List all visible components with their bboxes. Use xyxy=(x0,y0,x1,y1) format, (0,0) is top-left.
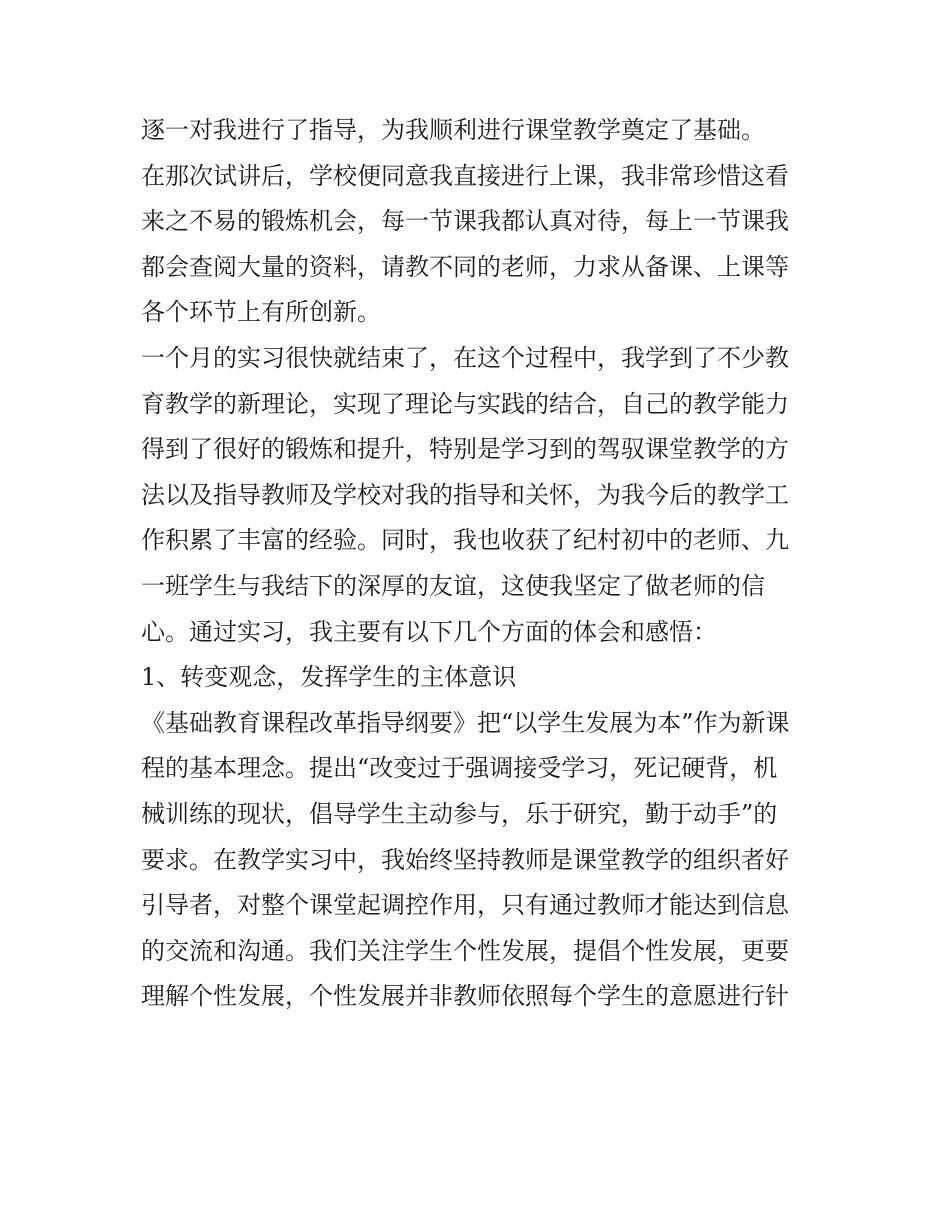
text-line: 心。通过实习，我主要有以下几个方面的体会和感悟： xyxy=(141,617,717,646)
text-line: 一个月的实习很快就结束了，在这个过程中，我学到了不少教 xyxy=(141,343,789,372)
text-line: 的交流和沟通。我们关注学生个性发展，提倡个性发展，更要 xyxy=(141,936,789,965)
text-line: 《基础教育课程改革指导纲要》把“以学生发展为本”作为新课 xyxy=(141,708,790,737)
section-heading: 1、转变观念，发挥学生的主体意识 xyxy=(141,663,517,692)
text-line: 法以及指导教师及学校对我的指导和关怀，为我今后的教学工 xyxy=(141,480,789,509)
body-text xyxy=(141,108,821,1020)
text-line: 育教学的新理论，实现了理论与实践的结合，自己的教学能力 xyxy=(141,389,789,418)
text-line: 作积累了丰富的经验。同时，我也收获了纪村初中的老师、九 xyxy=(141,526,789,555)
text-line: 都会查阅大量的资料，请教不同的老师，力求从备课、上课等 xyxy=(141,252,789,281)
text-line: 械训练的现状，倡导学生主动参与，乐于研究，勤于动手”的 xyxy=(141,799,778,828)
text-line: 得到了很好的锻炼和提升，特别是学习到的驾驭课堂教学的方 xyxy=(141,435,789,464)
text-line: 逐一对我进行了指导，为我顺利进行课堂教学奠定了基础。 xyxy=(141,116,765,144)
text-line: 程的基本理念。提出“改变过于强调接受学习，死记硬背，机 xyxy=(141,754,778,783)
text-line: 一班学生与我结下的深厚的友谊，这使我坚定了做老师的信 xyxy=(141,571,765,600)
text-line: 理解个性发展，个性发展并非教师依照每个学生的意愿进行针 xyxy=(141,982,789,1011)
text-line: 在那次试讲后，学校便同意我直接进行上课，我非常珍惜这看 xyxy=(141,161,789,190)
text-line: 要求。在教学实习中，我始终坚持教师是课堂教学的组织者好 xyxy=(141,845,789,874)
text-line: 来之不易的锻炼机会，每一节课我都认真对待，每上一节课我 xyxy=(141,207,789,236)
text-line: 引导者，对整个课堂起调控作用，只有通过教师才能达到信息 xyxy=(141,891,789,920)
text-line: 各个环节上有所创新。 xyxy=(141,298,381,327)
